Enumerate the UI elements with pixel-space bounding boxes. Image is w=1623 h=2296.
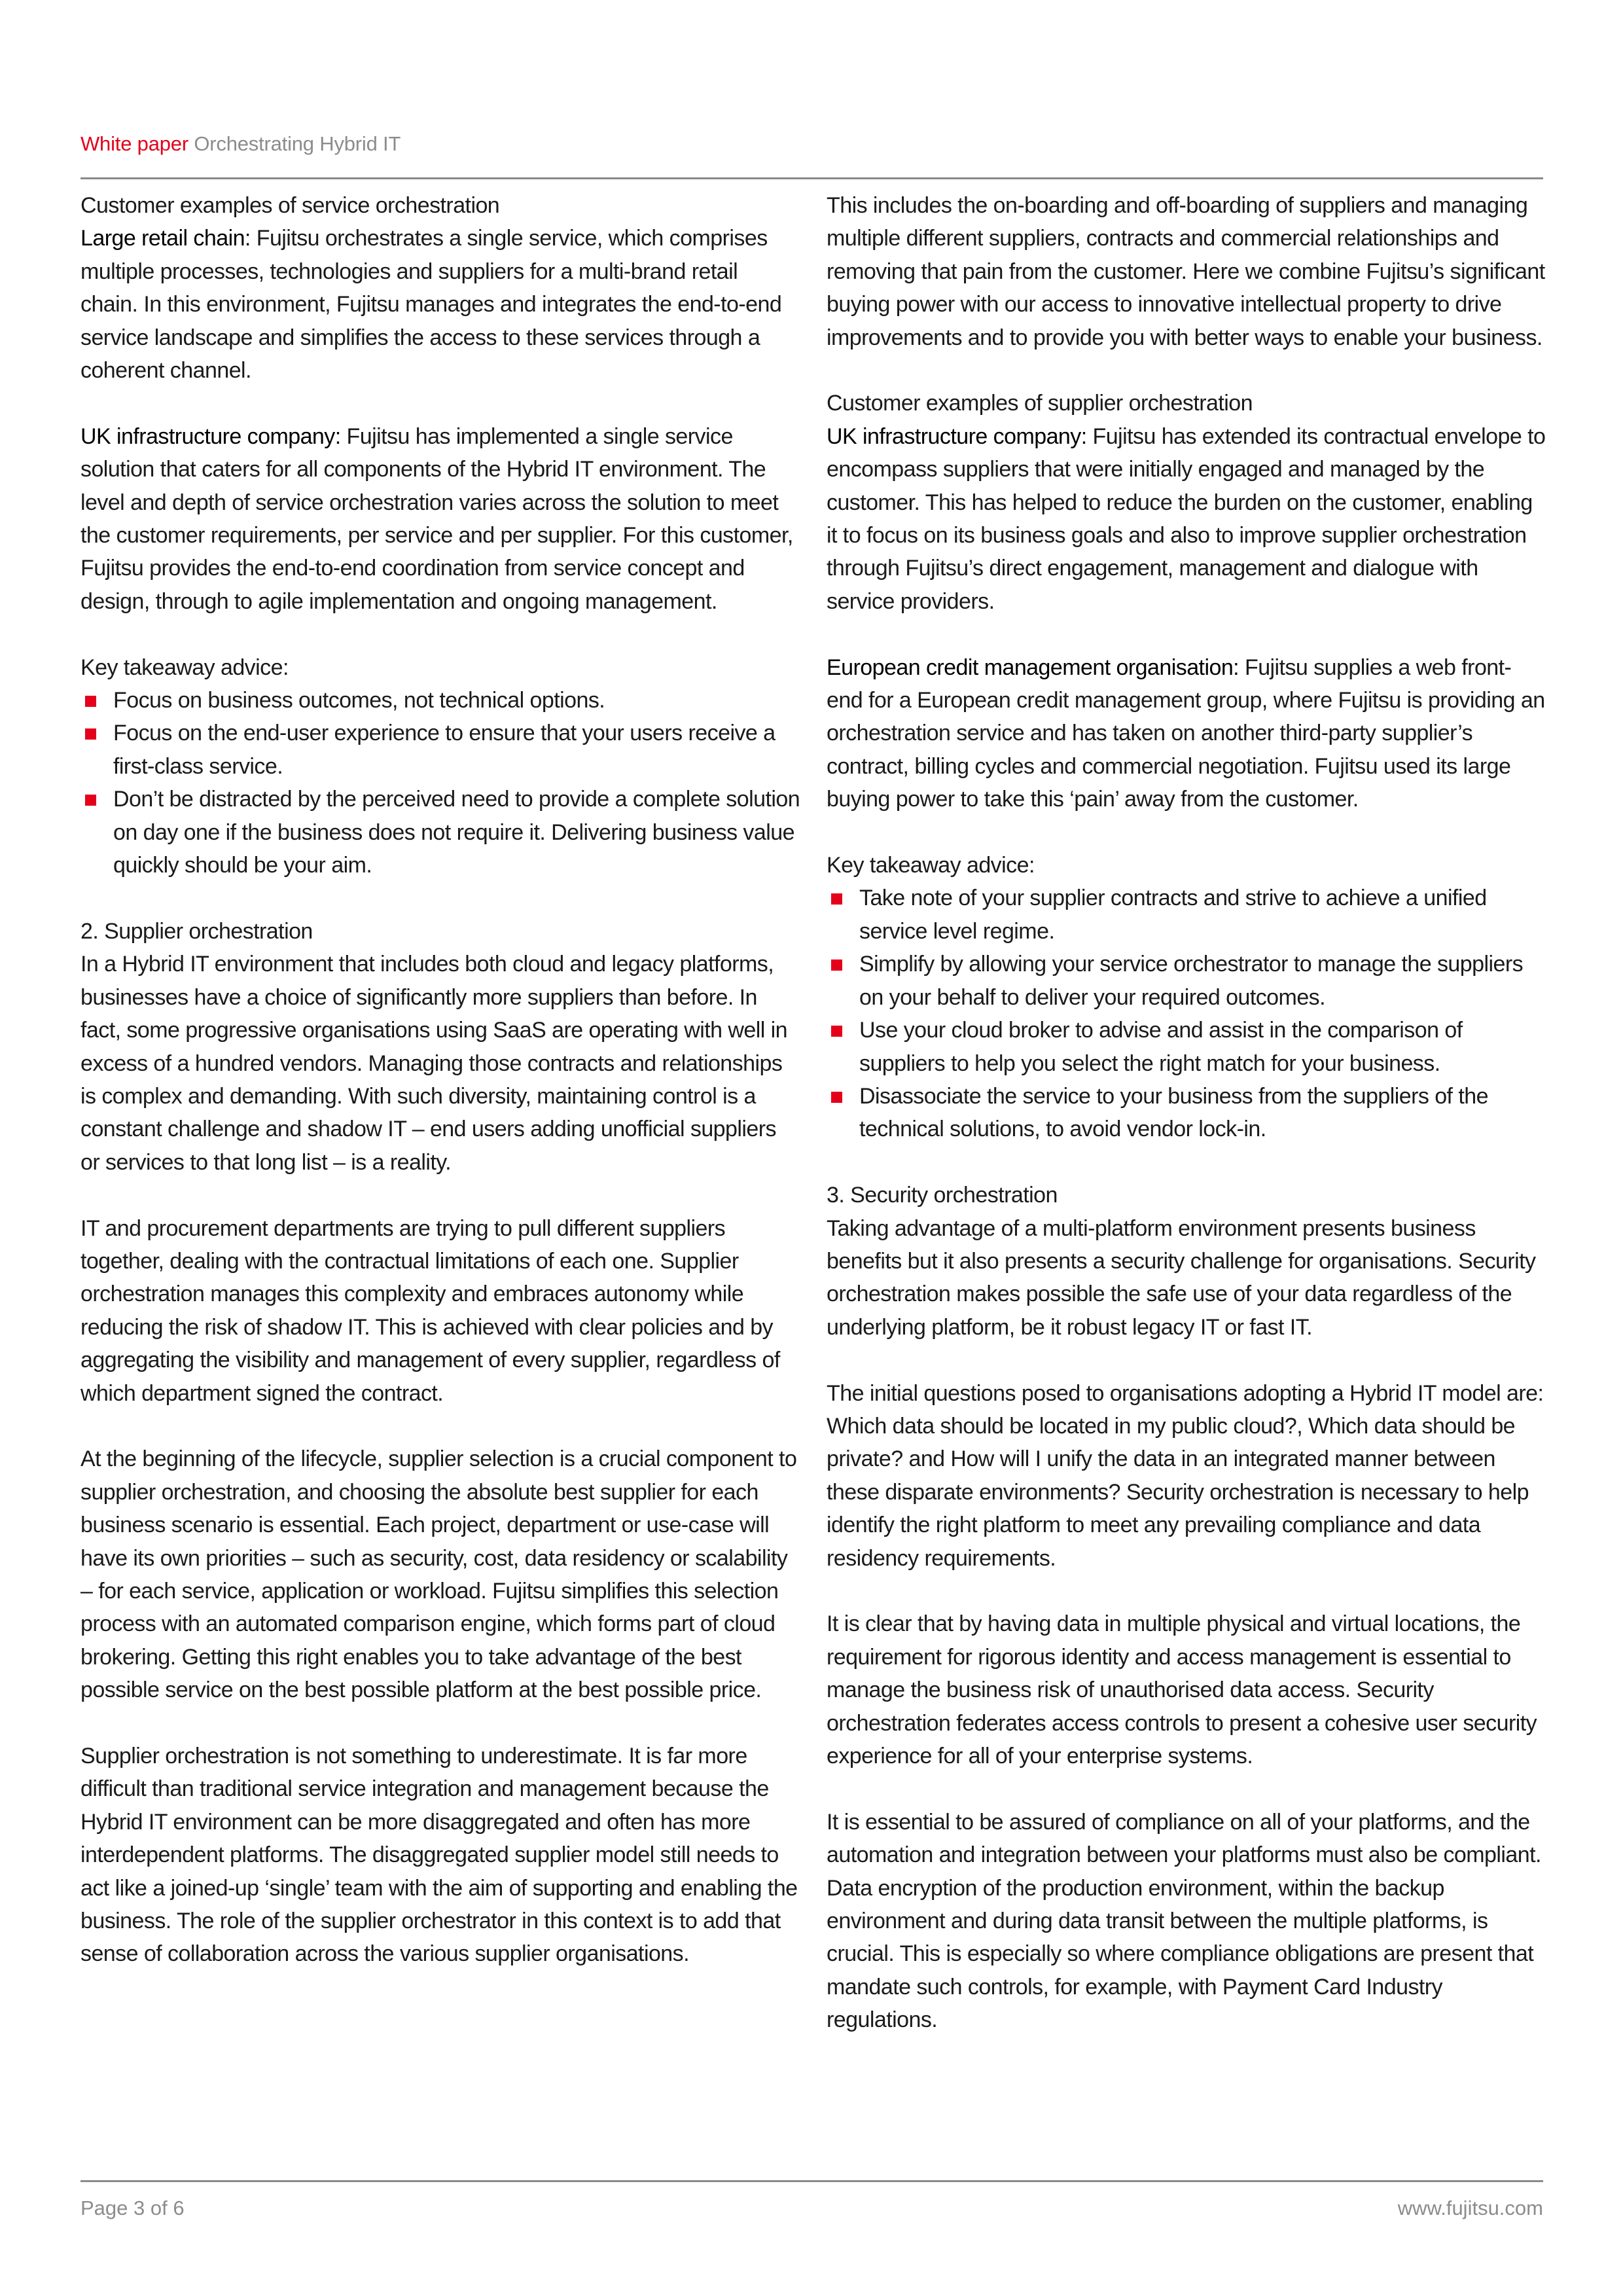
retail-chain-text: Fujitsu orchestrates a single service, which comprises multiple processes, technologies and suppliers for a multi-brand retail chain. In this environment, Fujitsu manages and integrates the end-to-end service landscape and simplifies the access to these services through a coherent channel.	[80, 226, 782, 384]
uk-infra-service-lead: UK infrastructure company:	[80, 423, 341, 449]
supplier-orchestration-heading: 2. Supplier orchestration	[80, 918, 313, 944]
security-paragraph-3: It is clear that by having data in multiple physical and virtual locations, the requirement for rigorous identity and access management is essential to manage the business risk of unauthorised data access. Security orchestration federates access controls to present a cohesive user security experience for all of your enterprise systems.	[827, 1611, 1537, 1768]
page-header	[80, 131, 401, 157]
european-credit-paragraph	[827, 651, 1546, 816]
takeaway-heading-service: Key takeaway advice:	[80, 655, 289, 680]
supplier-continuation-paragraph: This includes the on-boarding and off-boarding of suppliers and managing multiple different suppliers, contracts and commercial relationships and removing that pain from the customer. Here we combine Fujitsu’s significant buying power with our access to innovative intellectual property to drive improvements and to provide you with better ways to enable your business.	[827, 193, 1545, 350]
header-brand: White paper	[80, 132, 188, 155]
bullet-square-icon	[85, 795, 96, 806]
list-item: Focus on the end-user experience to ensure that your users receive a first-class service.	[80, 717, 800, 783]
retail-chain-lead: Large retail chain:	[80, 226, 251, 251]
security-paragraph-4: It is essential to be assured of compliance on all of your platforms, and the automation and integration between your platforms must also be compliant. Data encryption of the production environment, within the backup environment and during data transit between the multiple platforms, is crucial. This is especially so where compliance obligations are present that mandate such controls, for example, with Payment Card Industry regulations.	[827, 1809, 1541, 2033]
uk-infra-service-paragraph	[80, 420, 800, 618]
uk-infra-service-text: Fujitsu has implemented a single service solution that caters for all components of the Hybrid IT environment. The level and depth of service orchestration varies across the solution to meet the customer requirements, per service and per supplier. For this customer, Fujitsu provides the end-to-end coordination from service concept and design, through to agile implementation and ongoing management.	[80, 423, 793, 614]
uk-infra-supplier-text: Fujitsu has extended its contractual envelope to encompass suppliers that were initially engaged and managed by the customer. This has helped to reduce the burden on the customer, enabling it to focus on its business goals and also to improve supplier orchestration through Fujitsu’s direct engagement, management and dialogue with service providers.	[827, 423, 1546, 614]
european-credit-text: Fujitsu supplies a web front-end for a European credit management group, where Fujitsu is providing an orchestration service and has taken on another third-party supplier’s contract, billing cycles and commercial negotiation. Fujitsu used its large buying power to take this ‘pain’ away from the customer.	[827, 655, 1545, 812]
bullet-square-icon	[831, 1092, 842, 1103]
security-paragraph-2: The initial questions posed to organisations adopting a Hybrid IT model are: Which data should be located in my public cloud?, Which data should be private? and How will I unify the data in an integrated manner between these disparate environments? Security orchestration is necessary to help identify the right platform to meet any prevailing compliance and data residency requirements.	[827, 1380, 1544, 1571]
header-rule	[80, 177, 1543, 179]
list-item: Focus on business outcomes, not technical options.	[80, 684, 800, 717]
european-credit-lead: European credit management organisation:	[827, 655, 1240, 680]
supplier-paragraph-4: Supplier orchestration is not something to underestimate. It is far more difficult than traditional service integration and management because the Hybrid IT environment can be more disaggregated and often has more interdependent platforms. The disaggregated supplier model still needs to act like a joined-up ‘single’ team with the aim of supporting and enabling the business. The role of the supplier orchestrator in this context is to add that sense of collaboration across the various supplier organisations.	[80, 1744, 798, 1967]
security-paragraph-1: Taking advantage of a multi-platform environment presents business benefits but it also presents a security challenge for organisations. Security orchestration makes possible the safe use of your data regardless of the underlying platform, be it robust legacy IT or fast IT.	[827, 1215, 1536, 1340]
retail-chain-paragraph	[80, 222, 800, 387]
page-number: Page 3 of 6	[80, 2197, 185, 2219]
header-title: Orchestrating Hybrid IT	[194, 132, 401, 155]
supplier-paragraph-2: IT and procurement departments are trying to pull different suppliers together, dealing with the contractual limitations of each one. Supplier orchestration manages this complexity and embraces autonomy while reducing the risk of shadow IT. This is achieved with clear policies and by aggregating the visibility and management of every supplier, regardless of which department signed the contract.	[80, 1215, 780, 1406]
footer-rule	[80, 2180, 1543, 2182]
supplier-paragraph-1: In a Hybrid IT environment that includes both cloud and legacy platforms, businesses have a choice of significantly more suppliers than before. In fact, some progressive organisations using SaaS are operating with well in excess of a hundred vendors. Managing those contracts and relationships is complex and demanding. With such diversity, maintaining control is a constant challenge and shadow IT – end users adding unofficial suppliers or services to that long list – is a reality.	[80, 952, 788, 1175]
takeaway-list-supplier	[827, 882, 1546, 1145]
footer-url-link[interactable]: www.fujitsu.com	[1397, 2197, 1543, 2219]
left-column	[80, 189, 800, 1971]
bullet-square-icon	[85, 728, 96, 740]
uk-infra-supplier-paragraph	[827, 420, 1546, 618]
list-item: Simplify by allowing your service orchestrator to manage the suppliers on your behalf to deliver your required outcomes.	[827, 948, 1546, 1014]
takeaway-heading-supplier: Key takeaway advice:	[827, 853, 1035, 878]
supplier-examples-heading: Customer examples of supplier orchestration	[827, 391, 1253, 416]
service-examples-heading: Customer examples of service orchestration	[80, 193, 500, 218]
uk-infra-supplier-lead: UK infrastructure company:	[827, 423, 1087, 449]
list-item: Take note of your supplier contracts and strive to achieve a unified service level regime.	[827, 882, 1546, 948]
bullet-square-icon	[85, 696, 96, 707]
takeaway-list-service	[80, 684, 800, 882]
list-item: Don’t be distracted by the perceived need to provide a complete solution on day one if the business does not require it. Delivering business value quickly should be your aim.	[80, 783, 800, 882]
supplier-paragraph-3: At the beginning of the lifecycle, supplier selection is a crucial component to supplier orchestration, and choosing the absolute best supplier for each business scenario is essential. Each project, department or use-case will have its own priorities – such as security, cost, data residency or scalability – for each service, application or workload. Fujitsu simplifies this selection process with an automated comparison engine, which forms part of cloud brokering. Getting this right enables you to take advantage of the best possible service on the best possible platform at the best possible price.	[80, 1446, 797, 1703]
bullet-square-icon	[831, 893, 842, 905]
bullet-square-icon	[831, 1026, 842, 1037]
list-item: Disassociate the service to your business from the suppliers of the technical solutions, to avoid vendor lock-in.	[827, 1080, 1546, 1146]
security-orchestration-heading: 3. Security orchestration	[827, 1183, 1058, 1208]
list-item: Use your cloud broker to advise and assist in the comparison of suppliers to help you select the right match for your business.	[827, 1014, 1546, 1080]
bullet-square-icon	[831, 960, 842, 971]
right-column	[827, 189, 1546, 2037]
